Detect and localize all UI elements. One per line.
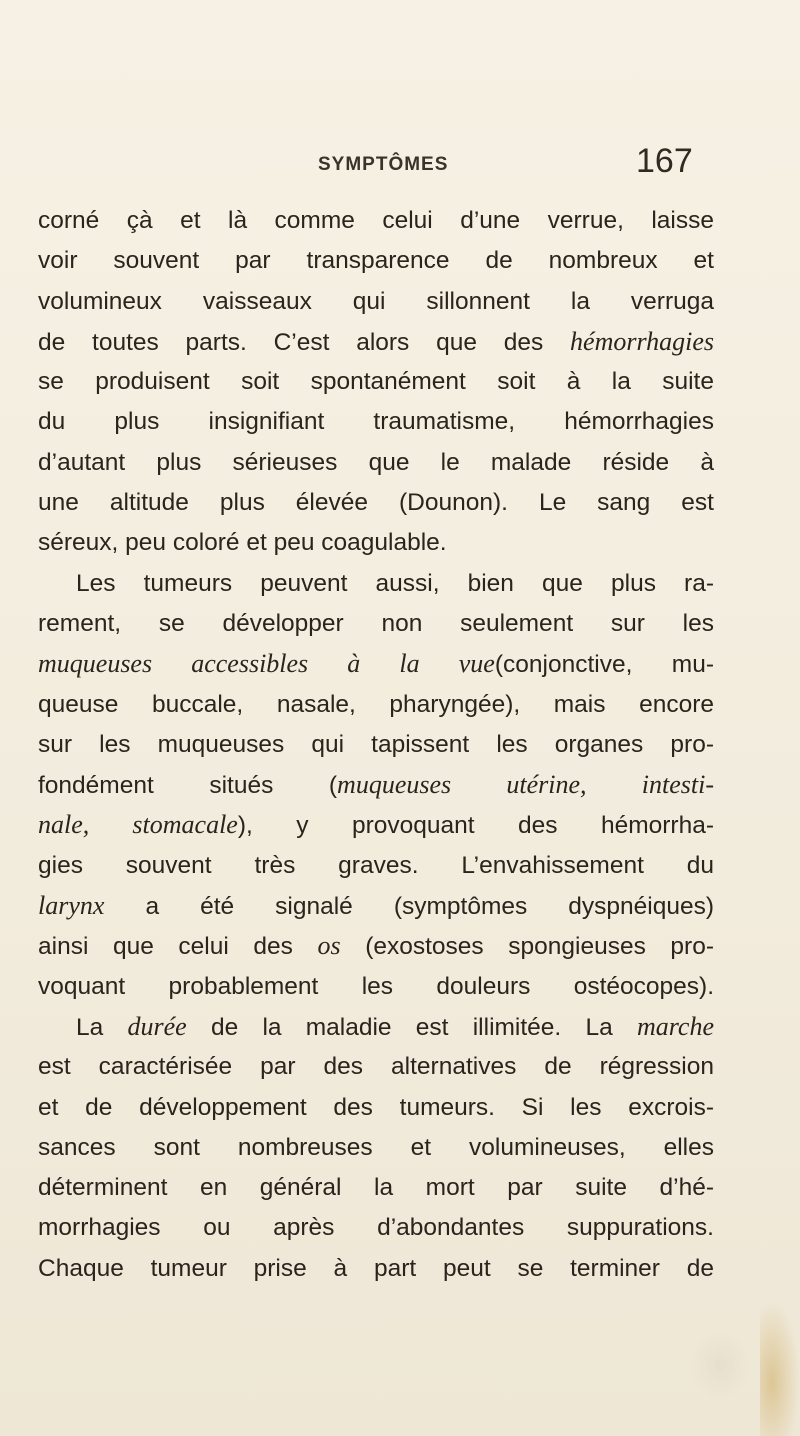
text-line bbox=[38, 926, 714, 966]
text-line bbox=[38, 886, 714, 926]
text-run: voquant probablement les douleurs ostéocopes). bbox=[38, 972, 714, 1000]
text-run: a été signalé (symptômes dyspnéiques) bbox=[104, 893, 714, 921]
text-line bbox=[38, 523, 714, 563]
italic-run: durée bbox=[127, 1011, 187, 1041]
page-stain-light bbox=[690, 1330, 750, 1400]
text-line bbox=[38, 604, 714, 644]
text-run: rement, se développer non seulement sur les bbox=[38, 609, 714, 637]
page-stain bbox=[760, 1300, 800, 1436]
text-line bbox=[38, 725, 714, 765]
italic-run: os bbox=[317, 931, 341, 961]
text-line bbox=[38, 1007, 714, 1047]
text-line bbox=[38, 362, 714, 402]
text-line bbox=[38, 765, 714, 805]
text-line bbox=[38, 1128, 714, 1168]
italic-run: nale, stomacale bbox=[38, 810, 238, 840]
text-run: ), y provoquant des hémorrha- bbox=[237, 812, 714, 840]
text-run: séreux, peu coloré et peu coagulable. bbox=[38, 529, 447, 557]
body-text bbox=[38, 201, 714, 1289]
text-run: gies souvent très graves. L’envahissement du bbox=[38, 851, 714, 879]
running-title: SYMPTÔMES bbox=[318, 154, 449, 175]
italic-run: muqueuses utérine, intesti- bbox=[337, 770, 714, 800]
text-run: et de développement des tumeurs. Si les excrois- bbox=[38, 1093, 714, 1121]
text-run: sances sont nombreuses et volumineuses, elles bbox=[38, 1133, 714, 1161]
text-run: (exostoses spongieuses pro- bbox=[340, 933, 714, 961]
text-line bbox=[38, 322, 714, 362]
text-run: de la maladie est illimitée. La bbox=[186, 1013, 637, 1041]
text-run: La bbox=[76, 1013, 128, 1041]
text-run: fondément situés ( bbox=[38, 772, 338, 800]
text-line bbox=[38, 201, 714, 241]
text-line bbox=[38, 685, 714, 725]
text-line bbox=[38, 1088, 714, 1128]
text-run: est caractérisée par des alternatives de régression bbox=[38, 1053, 714, 1081]
page-number: 167 bbox=[636, 142, 693, 180]
text-line bbox=[38, 846, 714, 886]
text-run: queuse buccale, nasale, pharyngée), mais encore bbox=[38, 690, 714, 718]
page-header bbox=[0, 142, 800, 188]
italic-run: marche bbox=[636, 1011, 714, 1041]
text-line bbox=[38, 967, 714, 1007]
text-run: se produisent soit spontanément soit à la suite bbox=[38, 368, 714, 396]
text-line bbox=[38, 402, 714, 442]
text-line bbox=[38, 1168, 714, 1208]
text-run: de toutes parts. C’est alors que des bbox=[38, 328, 571, 356]
text-line bbox=[38, 241, 714, 281]
text-run: sur les muqueuses qui tapissent les organes pro- bbox=[38, 730, 714, 758]
text-run: (conjonctive, mu- bbox=[494, 651, 714, 679]
text-run: volumineux vaisseaux qui sillonnent la verruga bbox=[38, 287, 714, 315]
text-line bbox=[38, 564, 714, 604]
text-line bbox=[38, 805, 714, 845]
text-run: Chaque tumeur prise à part peut se terminer de bbox=[38, 1254, 714, 1282]
text-run: corné çà et là comme celui d’une verrue, laisse bbox=[38, 207, 714, 234]
italic-run: hémorrhagies bbox=[570, 326, 714, 356]
text-run: du plus insignifiant traumatisme, hémorrhagies bbox=[38, 408, 714, 436]
text-line bbox=[38, 483, 714, 523]
text-run: d’autant plus sérieuses que le malade réside à bbox=[38, 448, 714, 476]
italic-run: muqueuses accessibles à la vue bbox=[38, 649, 495, 679]
text-line bbox=[38, 1047, 714, 1087]
text-run: Les tumeurs peuvent aussi, bien que plus ra- bbox=[76, 569, 714, 597]
text-line bbox=[38, 443, 714, 483]
text-run: voir souvent par transparence de nombreux et bbox=[38, 247, 714, 275]
text-run: morrhagies ou après d’abondantes suppurations. bbox=[38, 1214, 714, 1242]
text-run: ainsi que celui des bbox=[38, 933, 318, 961]
text-line bbox=[38, 1249, 714, 1289]
text-line bbox=[38, 282, 714, 322]
text-run: déterminent en général la mort par suite d’hé- bbox=[38, 1174, 714, 1202]
text-line bbox=[38, 644, 714, 684]
text-line bbox=[38, 1208, 714, 1248]
text-run: une altitude plus élevée (Dounon). Le sang est bbox=[38, 489, 714, 517]
italic-run: larynx bbox=[38, 891, 105, 921]
